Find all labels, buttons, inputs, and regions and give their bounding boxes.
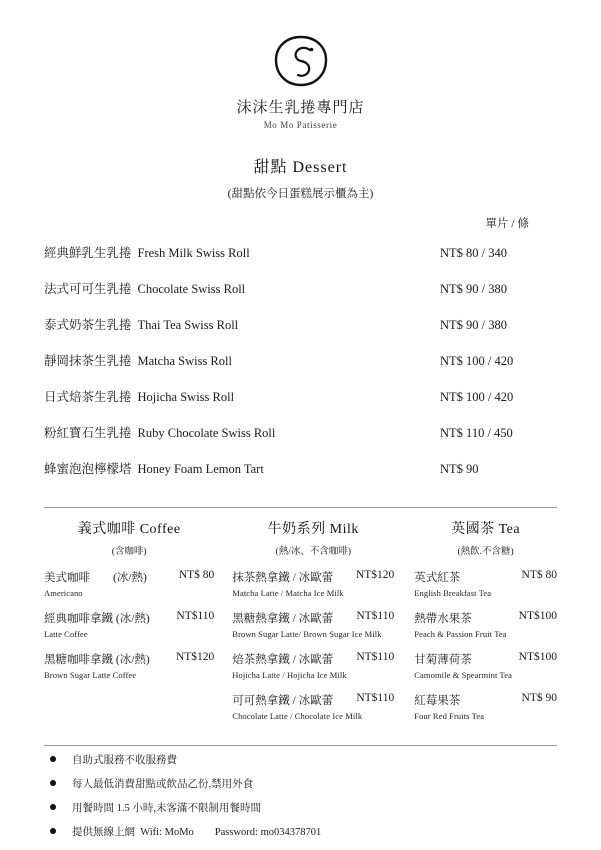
drink-price: NT$110: [356, 651, 395, 663]
dessert-price: NT$ 100 / 420: [440, 390, 514, 404]
drink-row: [414, 569, 557, 598]
drink-price: NT$ 80: [178, 569, 215, 581]
tea-list: [414, 569, 557, 721]
drinks-section: [44, 518, 557, 733]
coffee-list: [44, 569, 214, 680]
bullet-icon: [50, 780, 56, 786]
drink-name: 紅莓果茶: [414, 695, 461, 707]
drink-price: NT$100: [518, 651, 557, 663]
drink-name-en: Peach & Passion Fruit Tea: [414, 629, 507, 639]
dessert-name-cn: 粉紅寶石生乳捲: [44, 426, 132, 440]
drink-row: [414, 692, 557, 721]
drink-row: [44, 569, 214, 598]
dessert-name-cn: 經典鮮乳生乳捲: [44, 246, 132, 260]
brand-name-cn: 沫沫生乳捲專門店: [236, 100, 365, 116]
drink-name-en: English Breakfast Tea: [414, 588, 492, 598]
dessert-name: [44, 459, 374, 477]
dessert-name: [44, 243, 374, 261]
note-item: [50, 752, 557, 767]
drinks-column-tea: [402, 518, 557, 733]
note-text: 自助式服務不收服務費: [72, 755, 177, 766]
drink-name: 英式紅茶: [414, 572, 461, 584]
drink-name: 黑糖咖啡拿鐵 (冰/熱): [44, 654, 150, 666]
dessert-name-en: Hojicha Swiss Roll: [137, 390, 235, 404]
coffee-title: 義式咖啡 Coffee: [77, 522, 181, 537]
drink-row: [232, 569, 394, 598]
drink-price: NT$110: [356, 692, 395, 704]
tea-subtitle: (熱飲.不含糖): [457, 547, 514, 557]
drink-name: 熱帶水果茶: [414, 613, 472, 625]
dessert-name-cn: 靜岡抹茶生乳捲: [44, 354, 132, 368]
drink-price: NT$110: [356, 610, 395, 622]
drinks-column-milk: [222, 518, 402, 733]
note-item: [50, 776, 557, 791]
dessert-price: NT$ 80 / 340: [440, 246, 508, 260]
drink-row: [232, 692, 394, 721]
drink-name-en: Matcha Latte / Matcha Ice Milk: [232, 588, 344, 598]
drink-name: 抹茶熱拿鐵 / 冰歐蕾: [232, 572, 334, 584]
dessert-price: NT$ 90 / 380: [440, 318, 508, 332]
drink-name: 焙茶熱拿鐵 / 冰歐蕾: [232, 654, 334, 666]
note-text: 用餐時間 1.5 小時,未客滿不限制用餐時間: [72, 803, 261, 814]
dessert-name-en: Honey Foam Lemon Tart: [137, 462, 264, 476]
notes-list: [44, 752, 557, 839]
dessert-price: NT$ 100 / 420: [440, 354, 514, 368]
section-divider-bottom: [44, 745, 557, 746]
drink-name-en: Chocolate Latte / Chocolate Ice Milk: [232, 711, 363, 721]
dessert-price: NT$ 90 / 380: [440, 282, 508, 296]
dessert-list: [44, 243, 557, 495]
dessert-name-cn: 泰式奶茶生乳捲: [44, 318, 132, 332]
drinks-column-coffee: [44, 518, 222, 733]
dessert-price: NT$ 90: [440, 462, 479, 476]
dessert-row: [44, 351, 557, 387]
dessert-name-en: Ruby Chocolate Swiss Roll: [137, 426, 276, 440]
dessert-subtitle: (甜點依今日蛋糕展示櫃為主): [227, 188, 374, 200]
dessert-name-en: Fresh Milk Swiss Roll: [137, 246, 250, 260]
drink-name-en: Camomile & Spearmint Tea: [414, 670, 512, 680]
drink-row: [414, 610, 557, 639]
dessert-row: [44, 315, 557, 351]
drink-name: 甘菊薄荷茶: [414, 654, 472, 666]
drink-name-en: Four Red Fruits Tea: [414, 711, 485, 721]
coffee-subtitle: (含咖啡): [111, 547, 147, 557]
dessert-name: [44, 315, 374, 333]
drink-name: 美式咖啡 (冰/熱): [44, 572, 147, 584]
drink-name-en: Brown Sugar Latte/ Brown Sugar Ice Milk: [232, 629, 382, 639]
drink-price: NT$110: [176, 610, 215, 622]
dessert-name-en: Thai Tea Swiss Roll: [137, 318, 239, 332]
dessert-price: NT$ 110 / 450: [440, 426, 513, 440]
note-item: [50, 800, 557, 815]
bullet-icon: [50, 804, 56, 810]
dessert-row: [44, 459, 557, 495]
momo-swirl-logo-icon: [270, 34, 332, 90]
drink-price: NT$100: [518, 610, 557, 622]
brand-header: [44, 34, 557, 130]
milk-subtitle: (熱/冰、不含咖啡): [275, 547, 351, 557]
dessert-name-cn: 日式焙茶生乳捲: [44, 390, 132, 404]
dessert-row: [44, 387, 557, 423]
tea-title: 英國茶 Tea: [451, 522, 521, 537]
dessert-row: [44, 423, 557, 459]
brand-name-en: Mo Mo Patisserie: [263, 120, 338, 130]
drink-name-en: Hojicha Latte / Hojicha Ice Milk: [232, 670, 347, 680]
drink-name: 黑糖熱拿鐵 / 冰歐蕾: [232, 613, 334, 625]
bullet-icon: [50, 828, 56, 834]
drink-row: [232, 651, 394, 680]
dessert-unit-header: 單片 / 條: [485, 218, 529, 230]
dessert-name-en: Matcha Swiss Roll: [137, 354, 232, 368]
drink-name-en: Americano: [44, 588, 83, 598]
bullet-icon: [50, 756, 56, 762]
note-text: 提供無線上網 Wifi: MoMo Password: mo034378701: [72, 827, 322, 838]
section-divider-top: [44, 507, 557, 508]
drink-row: [414, 651, 557, 680]
drink-name: 經典咖啡拿鐵 (冰/熱): [44, 613, 150, 625]
dessert-name-cn: 法式可可生乳捲: [44, 282, 132, 296]
dessert-name: [44, 279, 374, 297]
drink-price: NT$120: [175, 651, 215, 663]
drink-price: NT$ 80: [521, 569, 557, 581]
drink-name: 可可熱拿鐵 / 冰歐蕾: [232, 695, 334, 707]
dessert-name-cn: 蜂蜜泡泡檸檬塔: [44, 462, 132, 476]
dessert-name: [44, 387, 374, 405]
dessert-name: [44, 423, 374, 441]
dessert-title: 甜點 Dessert: [253, 159, 348, 176]
note-text: 每人最低消費甜點或飲品乙份,禁用外食: [72, 779, 254, 790]
drink-row: [44, 651, 214, 680]
note-item: [50, 824, 557, 839]
dessert-name-en: Chocolate Swiss Roll: [137, 282, 246, 296]
dessert-name: [44, 351, 374, 369]
drink-row: [44, 610, 214, 639]
dessert-row: [44, 279, 557, 315]
dessert-row: [44, 243, 557, 279]
drink-name-en: Brown Sugar Latte Coffee: [44, 670, 137, 680]
drink-row: [232, 610, 394, 639]
milk-title: 牛奶系列 Milk: [267, 522, 359, 537]
milk-list: [232, 569, 394, 721]
drink-price: NT$ 90: [521, 692, 557, 704]
drink-name-en: Latte Coffee: [44, 629, 88, 639]
dessert-section-header: [44, 154, 557, 201]
drink-price: NT$120: [355, 569, 395, 581]
